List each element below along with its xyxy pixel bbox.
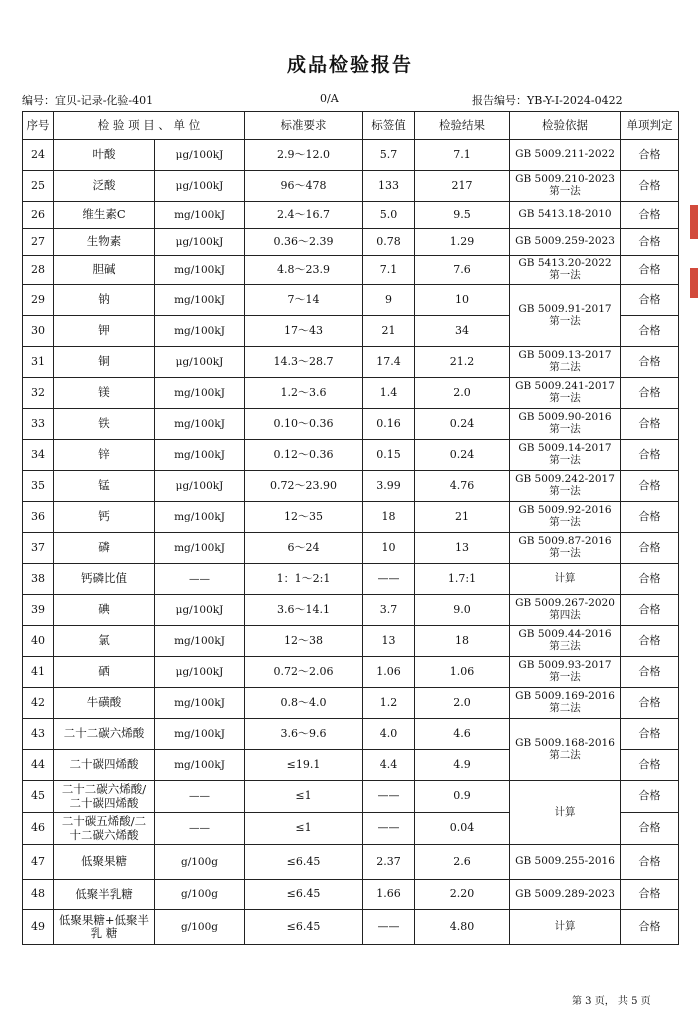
table-row: [23, 347, 679, 378]
verdict: 合格: [621, 910, 679, 945]
label-value: ——: [363, 781, 415, 813]
row-number: 37: [23, 533, 54, 564]
item-unit: mg/100kJ: [155, 719, 245, 750]
test-basis: GB 5009.289-2023: [510, 880, 621, 910]
label-value: 17.4: [363, 347, 415, 378]
item-unit: ——: [155, 813, 245, 845]
label-value: 21: [363, 316, 415, 347]
table-row: [23, 564, 679, 595]
test-basis: GB 5413.18-2010: [510, 202, 621, 229]
verdict: 合格: [621, 140, 679, 171]
item-name: 铜: [54, 347, 155, 378]
verdict: 合格: [621, 440, 679, 471]
header-basis: 检验依据: [510, 112, 621, 140]
verdict: 合格: [621, 347, 679, 378]
item-name: 氯: [54, 626, 155, 657]
item-name: 低聚果糖+低聚半乳 糖: [54, 910, 155, 945]
label-value: 0.78: [363, 229, 415, 256]
standard-requirement: 12～38: [245, 626, 363, 657]
row-number: 40: [23, 626, 54, 657]
label-value: ——: [363, 813, 415, 845]
standard-requirement: 0.12～0.36: [245, 440, 363, 471]
standard-requirement: ≤19.1: [245, 750, 363, 781]
verdict: 合格: [621, 471, 679, 502]
table-row: [23, 440, 679, 471]
header-verdict: 单项判定: [621, 112, 679, 140]
table-row: [23, 502, 679, 533]
verdict: 合格: [621, 256, 679, 285]
table-row: [23, 781, 679, 813]
test-result: 4.80: [415, 910, 510, 945]
item-unit: g/100g: [155, 845, 245, 880]
row-number: 33: [23, 409, 54, 440]
item-unit: ——: [155, 564, 245, 595]
test-basis: 计算: [510, 564, 621, 595]
label-value: 5.0: [363, 202, 415, 229]
verdict: 合格: [621, 626, 679, 657]
record-number: 编号：宜贝-记录-化验-401: [22, 94, 154, 107]
item-name: 铁: [54, 409, 155, 440]
item-name: 碘: [54, 595, 155, 626]
item-name: 牛磺酸: [54, 688, 155, 719]
header-label-value: 标签值: [363, 112, 415, 140]
test-result: 0.24: [415, 409, 510, 440]
test-result: 1.7:1: [415, 564, 510, 595]
table-row: [23, 845, 679, 880]
verdict: 合格: [621, 229, 679, 256]
test-basis: GB 5009.13-2017 第二法: [510, 347, 621, 378]
item-name: 磷: [54, 533, 155, 564]
test-basis: GB 5009.211-2022: [510, 140, 621, 171]
label-value: 133: [363, 171, 415, 202]
test-result: 0.04: [415, 813, 510, 845]
standard-requirement: 14.3～28.7: [245, 347, 363, 378]
item-name: 二十二碳六烯酸: [54, 719, 155, 750]
header-result: 检验结果: [415, 112, 510, 140]
item-unit: mg/100kJ: [155, 440, 245, 471]
standard-requirement: 0.72～2.06: [245, 657, 363, 688]
standard-requirement: 1.2～3.6: [245, 378, 363, 409]
verdict: 合格: [621, 502, 679, 533]
seal-edge-mark: [690, 205, 698, 239]
test-basis: GB 5009.87-2016 第一法: [510, 533, 621, 564]
row-number: 48: [23, 880, 54, 910]
item-unit: ——: [155, 781, 245, 813]
row-number: 42: [23, 688, 54, 719]
standard-requirement: 4.8～23.9: [245, 256, 363, 285]
row-number: 28: [23, 256, 54, 285]
item-unit: μg/100kJ: [155, 140, 245, 171]
test-basis: GB 5009.169-2016 第二法: [510, 688, 621, 719]
page-footer: 第 3 页， 共 5 页: [572, 996, 651, 1007]
test-result: 34: [415, 316, 510, 347]
row-number: 35: [23, 471, 54, 502]
item-name: 钙: [54, 502, 155, 533]
item-unit: mg/100kJ: [155, 202, 245, 229]
test-basis: GB 5009.210-2023 第一法: [510, 171, 621, 202]
standard-requirement: 1：1～2:1: [245, 564, 363, 595]
row-number: 26: [23, 202, 54, 229]
item-name: 硒: [54, 657, 155, 688]
test-result: 0.24: [415, 440, 510, 471]
standard-requirement: 7～14: [245, 285, 363, 316]
item-unit: μg/100kJ: [155, 471, 245, 502]
table-row: [23, 378, 679, 409]
label-value: 10: [363, 533, 415, 564]
verdict: 合格: [621, 285, 679, 316]
header-standard: 标准要求: [245, 112, 363, 140]
row-number: 46: [23, 813, 54, 845]
item-unit: mg/100kJ: [155, 750, 245, 781]
item-name: 锰: [54, 471, 155, 502]
verdict: 合格: [621, 750, 679, 781]
item-name: 钙磷比值: [54, 564, 155, 595]
row-number: 43: [23, 719, 54, 750]
header-item-unit: 检 验 项 目 、 单 位: [54, 112, 245, 140]
verdict: 合格: [621, 171, 679, 202]
row-number: 45: [23, 781, 54, 813]
item-unit: μg/100kJ: [155, 229, 245, 256]
label-value: 4.4: [363, 750, 415, 781]
verdict: 合格: [621, 657, 679, 688]
test-result: 13: [415, 533, 510, 564]
standard-requirement: 0.10～0.36: [245, 409, 363, 440]
item-unit: g/100g: [155, 880, 245, 910]
verdict: 合格: [621, 845, 679, 880]
test-basis: GB 5009.14-2017 第一法: [510, 440, 621, 471]
table-row: [23, 688, 679, 719]
item-name: 泛酸: [54, 171, 155, 202]
item-name: 钠: [54, 285, 155, 316]
standard-requirement: 0.36～2.39: [245, 229, 363, 256]
label-value: 1.2: [363, 688, 415, 719]
test-result: 18: [415, 626, 510, 657]
table-header-row: [23, 112, 679, 140]
test-basis: GB 5009.91-2017 第一法: [510, 285, 621, 347]
label-value: 2.37: [363, 845, 415, 880]
item-unit: mg/100kJ: [155, 688, 245, 719]
test-basis: GB 5009.242-2017 第一法: [510, 471, 621, 502]
item-name: 二十二碳六烯酸/ 二十碳四烯酸: [54, 781, 155, 813]
standard-requirement: ≤1: [245, 813, 363, 845]
test-result: 2.0: [415, 688, 510, 719]
test-result: 2.20: [415, 880, 510, 910]
test-basis: 计算: [510, 781, 621, 845]
row-number: 25: [23, 171, 54, 202]
item-unit: mg/100kJ: [155, 533, 245, 564]
label-value: 3.7: [363, 595, 415, 626]
table-row: [23, 256, 679, 285]
row-number: 31: [23, 347, 54, 378]
standard-requirement: 2.4～16.7: [245, 202, 363, 229]
label-value: 0.15: [363, 440, 415, 471]
table-row: [23, 719, 679, 750]
standard-requirement: ≤1: [245, 781, 363, 813]
label-value: ——: [363, 910, 415, 945]
test-result: 9.0: [415, 595, 510, 626]
test-result: 217: [415, 171, 510, 202]
standard-requirement: ≤6.45: [245, 910, 363, 945]
item-name: 叶酸: [54, 140, 155, 171]
test-basis: GB 5009.93-2017 第一法: [510, 657, 621, 688]
test-result: 1.06: [415, 657, 510, 688]
row-number: 47: [23, 845, 54, 880]
item-unit: mg/100kJ: [155, 409, 245, 440]
row-number: 36: [23, 502, 54, 533]
verdict: 合格: [621, 813, 679, 845]
standard-requirement: 0.8～4.0: [245, 688, 363, 719]
table-row: [23, 533, 679, 564]
item-name: 镁: [54, 378, 155, 409]
standard-requirement: 0.72～23.90: [245, 471, 363, 502]
table-row: [23, 595, 679, 626]
test-result: 4.76: [415, 471, 510, 502]
test-basis: GB 5009.267-2020 第四法: [510, 595, 621, 626]
table-row: [23, 140, 679, 171]
label-value: 0.16: [363, 409, 415, 440]
table-row: [23, 285, 679, 316]
item-unit: μg/100kJ: [155, 657, 245, 688]
table-row: [23, 910, 679, 945]
label-value: 18: [363, 502, 415, 533]
item-unit: mg/100kJ: [155, 316, 245, 347]
test-basis: GB 5009.90-2016 第一法: [510, 409, 621, 440]
item-unit: mg/100kJ: [155, 285, 245, 316]
table-row: [23, 626, 679, 657]
test-result: 4.6: [415, 719, 510, 750]
table-row: [23, 471, 679, 502]
row-number: 24: [23, 140, 54, 171]
verdict: 合格: [621, 533, 679, 564]
row-number: 44: [23, 750, 54, 781]
row-number: 29: [23, 285, 54, 316]
inspection-table: [22, 111, 679, 945]
label-value: 5.7: [363, 140, 415, 171]
test-result: 0.9: [415, 781, 510, 813]
report-number: 报告编号：YB-Y-I-2024-0422: [472, 94, 623, 107]
item-unit: mg/100kJ: [155, 502, 245, 533]
row-number: 38: [23, 564, 54, 595]
verdict: 合格: [621, 880, 679, 910]
item-name: 生物素: [54, 229, 155, 256]
row-number: 30: [23, 316, 54, 347]
verdict: 合格: [621, 688, 679, 719]
standard-requirement: 3.6～14.1: [245, 595, 363, 626]
test-basis: GB 5009.168-2016 第二法: [510, 719, 621, 781]
row-number: 41: [23, 657, 54, 688]
version-number: 0/A: [320, 92, 339, 105]
item-name: 钾: [54, 316, 155, 347]
test-result: 21.2: [415, 347, 510, 378]
label-value: 4.0: [363, 719, 415, 750]
standard-requirement: ≤6.45: [245, 880, 363, 910]
test-basis: GB 5009.255-2016: [510, 845, 621, 880]
test-basis: GB 5009.259-2023: [510, 229, 621, 256]
row-number: 49: [23, 910, 54, 945]
table-row: [23, 880, 679, 910]
table-row: [23, 229, 679, 256]
row-number: 27: [23, 229, 54, 256]
item-unit: g/100g: [155, 910, 245, 945]
page-title: 成品检验报告: [286, 54, 413, 76]
test-result: 10: [415, 285, 510, 316]
label-value: 1.06: [363, 657, 415, 688]
item-unit: μg/100kJ: [155, 595, 245, 626]
item-unit: mg/100kJ: [155, 626, 245, 657]
verdict: 合格: [621, 781, 679, 813]
seal-edge-mark: [690, 268, 698, 298]
label-value: 9: [363, 285, 415, 316]
item-name: 二十碳五烯酸/二 十二碳六烯酸: [54, 813, 155, 845]
label-value: 7.1: [363, 256, 415, 285]
standard-requirement: 96～478: [245, 171, 363, 202]
label-value: 3.99: [363, 471, 415, 502]
test-result: 2.6: [415, 845, 510, 880]
standard-requirement: 17～43: [245, 316, 363, 347]
row-number: 39: [23, 595, 54, 626]
item-name: 维生素C: [54, 202, 155, 229]
item-name: 胆碱: [54, 256, 155, 285]
standard-requirement: 12～35: [245, 502, 363, 533]
standard-requirement: 2.9～12.0: [245, 140, 363, 171]
table-row: [23, 202, 679, 229]
verdict: 合格: [621, 719, 679, 750]
item-name: 低聚果糖: [54, 845, 155, 880]
label-value: 1.4: [363, 378, 415, 409]
item-unit: mg/100kJ: [155, 378, 245, 409]
verdict: 合格: [621, 564, 679, 595]
test-basis: GB 5413.20-2022 第一法: [510, 256, 621, 285]
row-number: 32: [23, 378, 54, 409]
table-row: [23, 171, 679, 202]
table-row: [23, 657, 679, 688]
verdict: 合格: [621, 595, 679, 626]
test-result: 21: [415, 502, 510, 533]
test-basis: GB 5009.44-2016 第三法: [510, 626, 621, 657]
standard-requirement: ≤6.45: [245, 845, 363, 880]
test-result: 7.1: [415, 140, 510, 171]
item-name: 二十碳四烯酸: [54, 750, 155, 781]
item-unit: μg/100kJ: [155, 347, 245, 378]
test-basis: 计算: [510, 910, 621, 945]
row-number: 34: [23, 440, 54, 471]
test-basis: GB 5009.92-2016 第一法: [510, 502, 621, 533]
item-name: 锌: [54, 440, 155, 471]
test-result: 2.0: [415, 378, 510, 409]
header-no: 序号: [23, 112, 54, 140]
verdict: 合格: [621, 316, 679, 347]
verdict: 合格: [621, 378, 679, 409]
standard-requirement: 6～24: [245, 533, 363, 564]
item-name: 低聚半乳糖: [54, 880, 155, 910]
verdict: 合格: [621, 202, 679, 229]
label-value: 13: [363, 626, 415, 657]
test-basis: GB 5009.241-2017 第一法: [510, 378, 621, 409]
item-unit: μg/100kJ: [155, 171, 245, 202]
table-row: [23, 409, 679, 440]
label-value: ——: [363, 564, 415, 595]
item-unit: mg/100kJ: [155, 256, 245, 285]
table-body: [23, 140, 679, 945]
test-result: 7.6: [415, 256, 510, 285]
label-value: 1.66: [363, 880, 415, 910]
verdict: 合格: [621, 409, 679, 440]
test-result: 1.29: [415, 229, 510, 256]
standard-requirement: 3.6～9.6: [245, 719, 363, 750]
test-result: 9.5: [415, 202, 510, 229]
test-result: 4.9: [415, 750, 510, 781]
